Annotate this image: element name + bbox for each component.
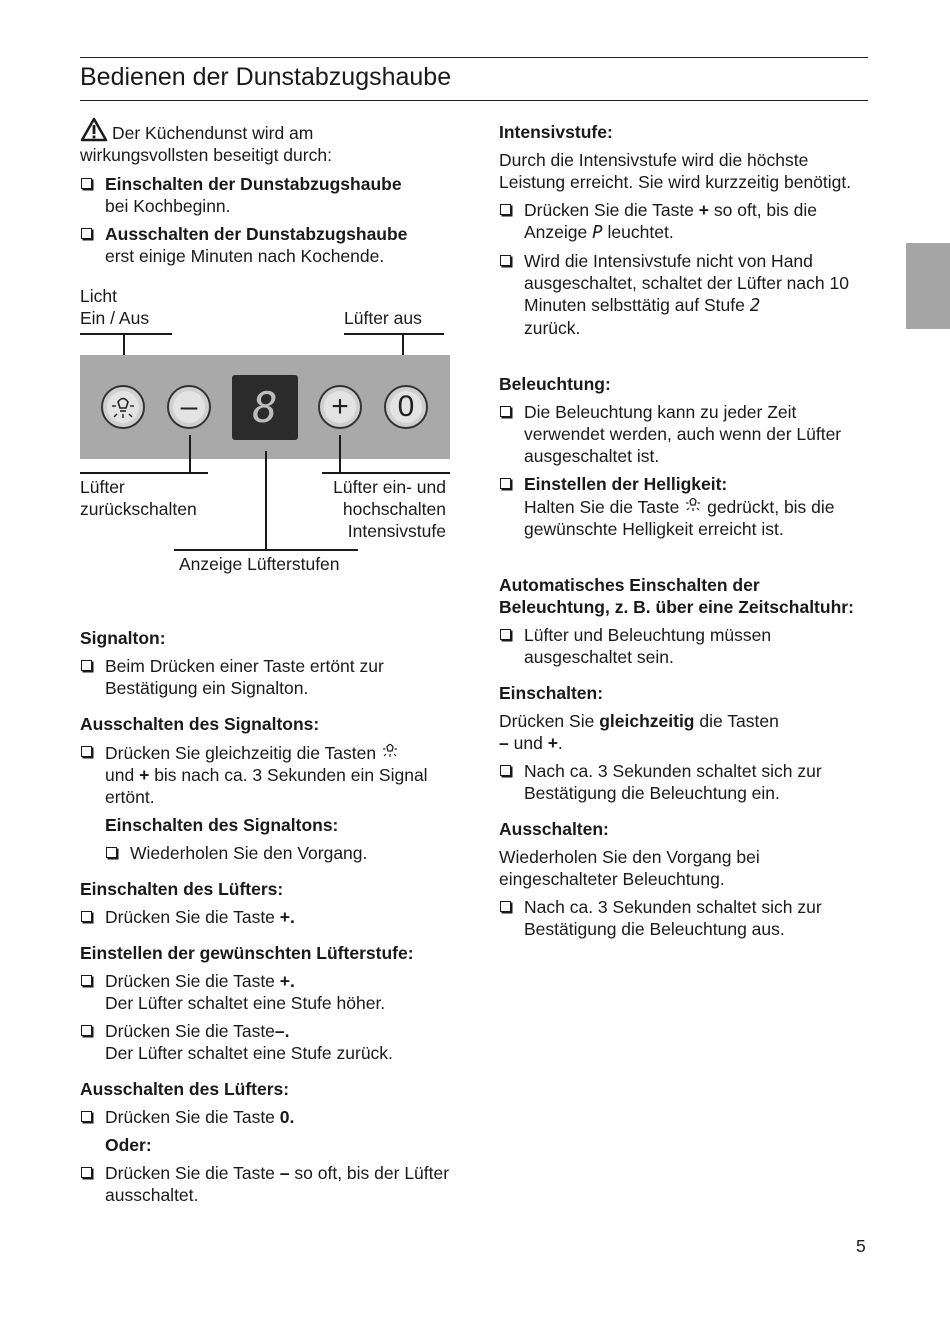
auto-item: Lüfter und Beleuchtung müssen ausgeschaltet sein. (499, 624, 867, 668)
light-bulb-icon (381, 741, 399, 759)
tip1-bold: Einschalten der Dunstabzugshaube (105, 174, 402, 194)
plus-button[interactable]: + (318, 385, 362, 429)
minus-key: –. (274, 1021, 290, 1041)
fan-on-item (80, 906, 470, 928)
on-heading: Einschalten: (499, 683, 604, 703)
fan-off-heading: Ausschalten des Lüfters: (80, 1079, 290, 1099)
left-intro (80, 117, 470, 267)
intensiv-item-1 (499, 199, 867, 244)
fan-level-1-text-a: Drücken Sie die Taste (105, 971, 275, 991)
signalton-off-heading: Ausschalten des Signaltons: (80, 714, 320, 734)
minus-key: – (499, 733, 509, 753)
light-bulb-icon (108, 392, 138, 422)
label-hoch-1: Lüfter ein- und (333, 477, 446, 497)
page-number: 5 (856, 1236, 866, 1256)
signalton-on-heading: Einschalten des Signaltons: (105, 815, 339, 835)
tip-item-2 (80, 223, 470, 267)
light-item-2 (499, 473, 867, 540)
page-title: Bedienen der Dunstabzugshaube (80, 63, 452, 91)
on-text-und: und (513, 733, 543, 753)
warning-text-1: Der Küchendunst wird am (112, 123, 314, 143)
leader-aus-h (344, 333, 444, 335)
leader-plus-v (339, 435, 341, 473)
on-text (499, 710, 867, 754)
label-licht-2: Ein / Aus (80, 308, 150, 328)
minus-key: – (279, 1163, 290, 1183)
fan-level-display: 8 (232, 375, 298, 440)
control-panel-diagram (80, 285, 452, 580)
on-text-bold: gleichzeitig (599, 711, 695, 731)
label-zurueck (80, 476, 197, 520)
fan-level-item-1 (80, 970, 470, 1014)
leader-plus-h (322, 472, 450, 474)
light-button[interactable] (101, 385, 145, 429)
signalton-off-item (80, 741, 470, 808)
minus-button[interactable]: – (167, 385, 211, 429)
tip1-text: bei Kochbeginn. (105, 196, 231, 216)
label-zurueck-1: Lüfter (80, 477, 125, 497)
fan-on-heading: Einschalten des Lüfters: (80, 879, 284, 899)
intensiv-1-text-b: so oft, bis die Anzeige (524, 200, 818, 242)
light-bulb-icon (684, 495, 702, 513)
light-item-1: Die Beleuchtung kann zu jeder Zeit verwendet werden, auch wenn der Lüfter ausgeschaltet ist. (499, 401, 867, 467)
signalton-on-item: Wiederholen Sie den Vorgang. (105, 842, 470, 864)
off-heading: Ausschalten: (499, 819, 609, 839)
intensiv-1-text-a: Drücken Sie die Taste (524, 200, 694, 220)
on-text-a: Drücken Sie (499, 711, 595, 731)
control-panel (80, 355, 450, 459)
leader-minus-h (80, 472, 208, 474)
signalton-off-text-a: Drücken Sie gleichzeitig die Tasten (105, 743, 377, 763)
intensiv-heading: Intensivstufe: (499, 122, 613, 142)
auto-heading: Automatisches Einschalten der Beleuchtung, z. B. über eine Zeitschaltuhr: (499, 575, 854, 617)
tip2-bold: Ausschalten der Dunstabzugshaube (105, 224, 408, 244)
intensiv-item-2 (499, 250, 867, 339)
label-zurueck-2: zurückschalten (80, 499, 197, 519)
plus-key: +. (279, 971, 295, 991)
fan-level-1-text-b: Der Lüfter schaltet eine Stufe höher. (105, 993, 386, 1013)
label-luefter-aus: Lüfter aus (344, 308, 422, 328)
top-rule (80, 57, 868, 58)
intensiv-2-text-b: zurück. (524, 318, 581, 338)
label-hoch-2: hochschalten (342, 499, 446, 519)
fan-level-2-text-a: Drücken Sie die Taste (105, 1021, 275, 1041)
fan-off-2-text-a: Drücken Sie die Taste (105, 1163, 275, 1183)
leader-minus-v (189, 435, 191, 473)
fan-off-item-1 (80, 1106, 470, 1128)
on-text-b: die Tasten (699, 711, 779, 731)
fan-off-1-text: Drücken Sie die Taste (105, 1107, 275, 1127)
plus-key: + (547, 733, 558, 753)
fan-off-button[interactable]: 0 (384, 385, 428, 429)
zero-key: 0. (279, 1107, 295, 1127)
fan-level-item-2 (80, 1020, 470, 1064)
tip-item-1 (80, 173, 470, 217)
display-2-symbol: 2 (749, 296, 761, 316)
off-item: Nach ca. 3 Sekunden schaltet sich zur Bestätigung die Beleuchtung aus. (499, 896, 867, 940)
intensiv-text: Durch die Intensivstufe wird die höchste Leistung erreicht. Sie wird kurzzeitig benötigt. (499, 150, 852, 192)
light-heading: Beleuchtung: (499, 374, 611, 394)
plus-key: +. (279, 907, 295, 927)
brightness-text-a: Halten Sie die Taste (524, 497, 680, 517)
label-licht (80, 285, 149, 329)
oder-label: Oder: (105, 1135, 152, 1155)
section-tab (906, 243, 950, 329)
brightness-text-b: gedrückt, bis die gewünschte Helligkeit erreicht ist. (524, 497, 835, 539)
plus-key: + (139, 765, 150, 785)
leader-display-h (174, 549, 358, 551)
fan-off-item-2 (80, 1162, 470, 1206)
display-p-symbol: P (592, 223, 603, 243)
fan-level-2-text-b: Der Lüfter schaltet eine Stufe zurück. (105, 1043, 393, 1063)
fan-on-text: Drücken Sie die Taste (105, 907, 275, 927)
warning-icon (80, 117, 108, 142)
plus-key: + (698, 200, 710, 220)
label-hoch-3: Intensivstufe (347, 521, 446, 541)
title-underline (80, 100, 868, 101)
intensiv-2-text-a: Wird die Intensivstufe nicht von Hand ausgeschaltet, schaltet der Lüfter nach 10 Minuten selbsttätig auf Stufe (524, 251, 849, 315)
signalton-item: Beim Drücken einer Taste ertönt zur Bestätigung ein Signalton. (80, 655, 470, 699)
signalton-off-text-b: und (105, 765, 135, 785)
warning-text-2: wirkungsvollsten beseitigt durch: (80, 145, 332, 165)
intensiv-1-text-c: leuchtet. (607, 222, 674, 242)
warning-line (80, 117, 470, 144)
signalton-off-text-c: bis nach ca. 3 Sekunden ein Signal ertönt. (105, 765, 428, 807)
leader-licht-h (80, 333, 172, 335)
fan-off-2-text-b: so oft, bis der Lüfter ausschaltet. (105, 1163, 450, 1205)
signalton-heading: Signalton: (80, 628, 166, 648)
fan-level-heading: Einstellen der gewünschten Lüfterstufe: (80, 943, 414, 963)
left-instructions (80, 627, 470, 1206)
right-column (499, 121, 867, 940)
on-text-end: . (557, 733, 563, 753)
brightness-bold: Einstellen der Helligkeit: (524, 474, 728, 494)
label-hoch (304, 476, 446, 542)
on-item: Nach ca. 3 Sekunden schaltet sich zur Bestätigung die Beleuchtung ein. (499, 760, 867, 804)
leader-display-v (265, 451, 267, 549)
label-licht-1: Licht (80, 286, 117, 306)
label-anzeige: Anzeige Lüfterstufen (179, 554, 340, 574)
tip2-text: erst einige Minuten nach Kochende. (105, 246, 385, 266)
off-text: Wiederholen Sie den Vorgang bei eingeschalteter Beleuchtung. (499, 847, 760, 889)
